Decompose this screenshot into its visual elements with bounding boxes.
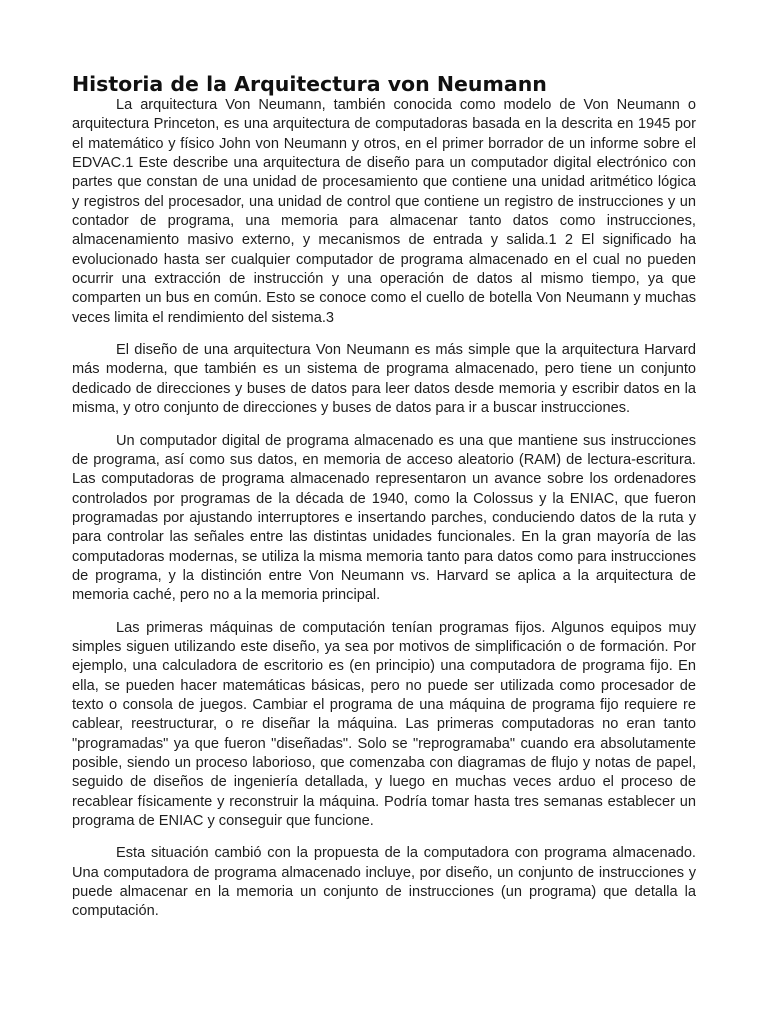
document-page — [72, 70, 696, 935]
paragraph-4: Las primeras máquinas de computación tenían programas fijos. Algunos equipos muy simples siguen utilizando este diseño, ya sea por motivos de simplificación o de formación. Por ejemplo, una calculadora de escritorio es (en principio) una computadora de programa fijo. En ella, se pueden hacer matemáticas básicas, pero no puede ser utilizada como procesador de texto o consola de juegos. Cambiar el programa de una máquina de programa fijo requiere re cablear, reestructurar, o re diseñar la máquina. Las primeras computadoras no eran tanto "programadas" ya que fueron "diseñadas". Solo se "reprogramaba" cuando era absolutamente posible, siendo un proceso laborioso, que comenzaba con diagramas de flujo y notas de papel, seguido de diseños de ingeniería detallada, y luego en muchas veces arduo el proceso de recablear físicamente y reconstruir la máquina. Podría tomar hasta tres semanas establecer un programa de ENIAC y conseguir que funcione. — [72, 619, 696, 830]
paragraph-5: Esta situación cambió con la propuesta de la computadora con programa almacenado. Una computadora de programa almacenado incluye, por diseño, un conjunto de instrucciones y puede almacenar en la memoria un conjunto de instrucciones (un programa) que detalla la computación. — [72, 845, 696, 920]
paragraph-3: Un computador digital de programa almacenado es una que mantiene sus instrucciones de programa, así como sus datos, en memoria de acceso aleatorio (RAM) de lectura-escritura. Las computadoras de programa almacenado representaron un avance sobre los ordenadores controlados por programas de la década de 1940, como la Colossus y la ENIAC, que fueron programadas por ajustando interruptores e insertando parches, conduciendo datos de la ruta y para controlar las señales entre las distintas unidades funcionales. En la gran mayoría de las computadoras modernas, se utiliza la misma memoria tanto para datos como para instrucciones de programa, y la distinción entre Von Neumann vs. Harvard se aplica a la arquitectura de memoria caché, pero no a la memoria principal. — [72, 432, 696, 604]
paragraph-2: El diseño de una arquitectura Von Neumann es más simple que la arquitectura Harvard más moderna, que también es un sistema de programa almacenado, pero tiene un conjunto dedicado de direcciones y buses de datos para leer datos desde memoria y escribir datos en la misma, y otro conjunto de direcciones y buses de datos para ir a buscar instrucciones. — [72, 342, 696, 417]
paragraph-1: La arquitectura Von Neumann, también conocida como modelo de Von Neumann o arquitectura Princeton, es una arquitectura de computadoras basada en la descrita en 1945 por el matemático y físico John von Neumann y otros, en el primer borrador de un informe sobre el EDVAC.1 Este describe una arquitectura de diseño para un computador digital electrónico con partes que constan de una unidad de procesamiento que contiene una unidad aritmético lógica y registros del procesador, una unidad de control que contiene un registro de instrucciones y un contador de programa, una memoria para almacenar tanto datos como instrucciones, almacenamiento masivo externo, y mecanismos de entrada y salida.1 2 El significado ha evolucionado hasta ser cualquier computador de programa almacenado en el cual no pueden ocurrir una extracción de instrucción y una operación de datos al mismo tiempo, ya que comparten un bus en común. Esto se conoce como el cuello de botella Von Neumann y muchas veces limita el rendimiento del sistema.3 — [72, 97, 696, 326]
document-title: Historia de la Arquitectura von Neumann — [72, 72, 547, 96]
